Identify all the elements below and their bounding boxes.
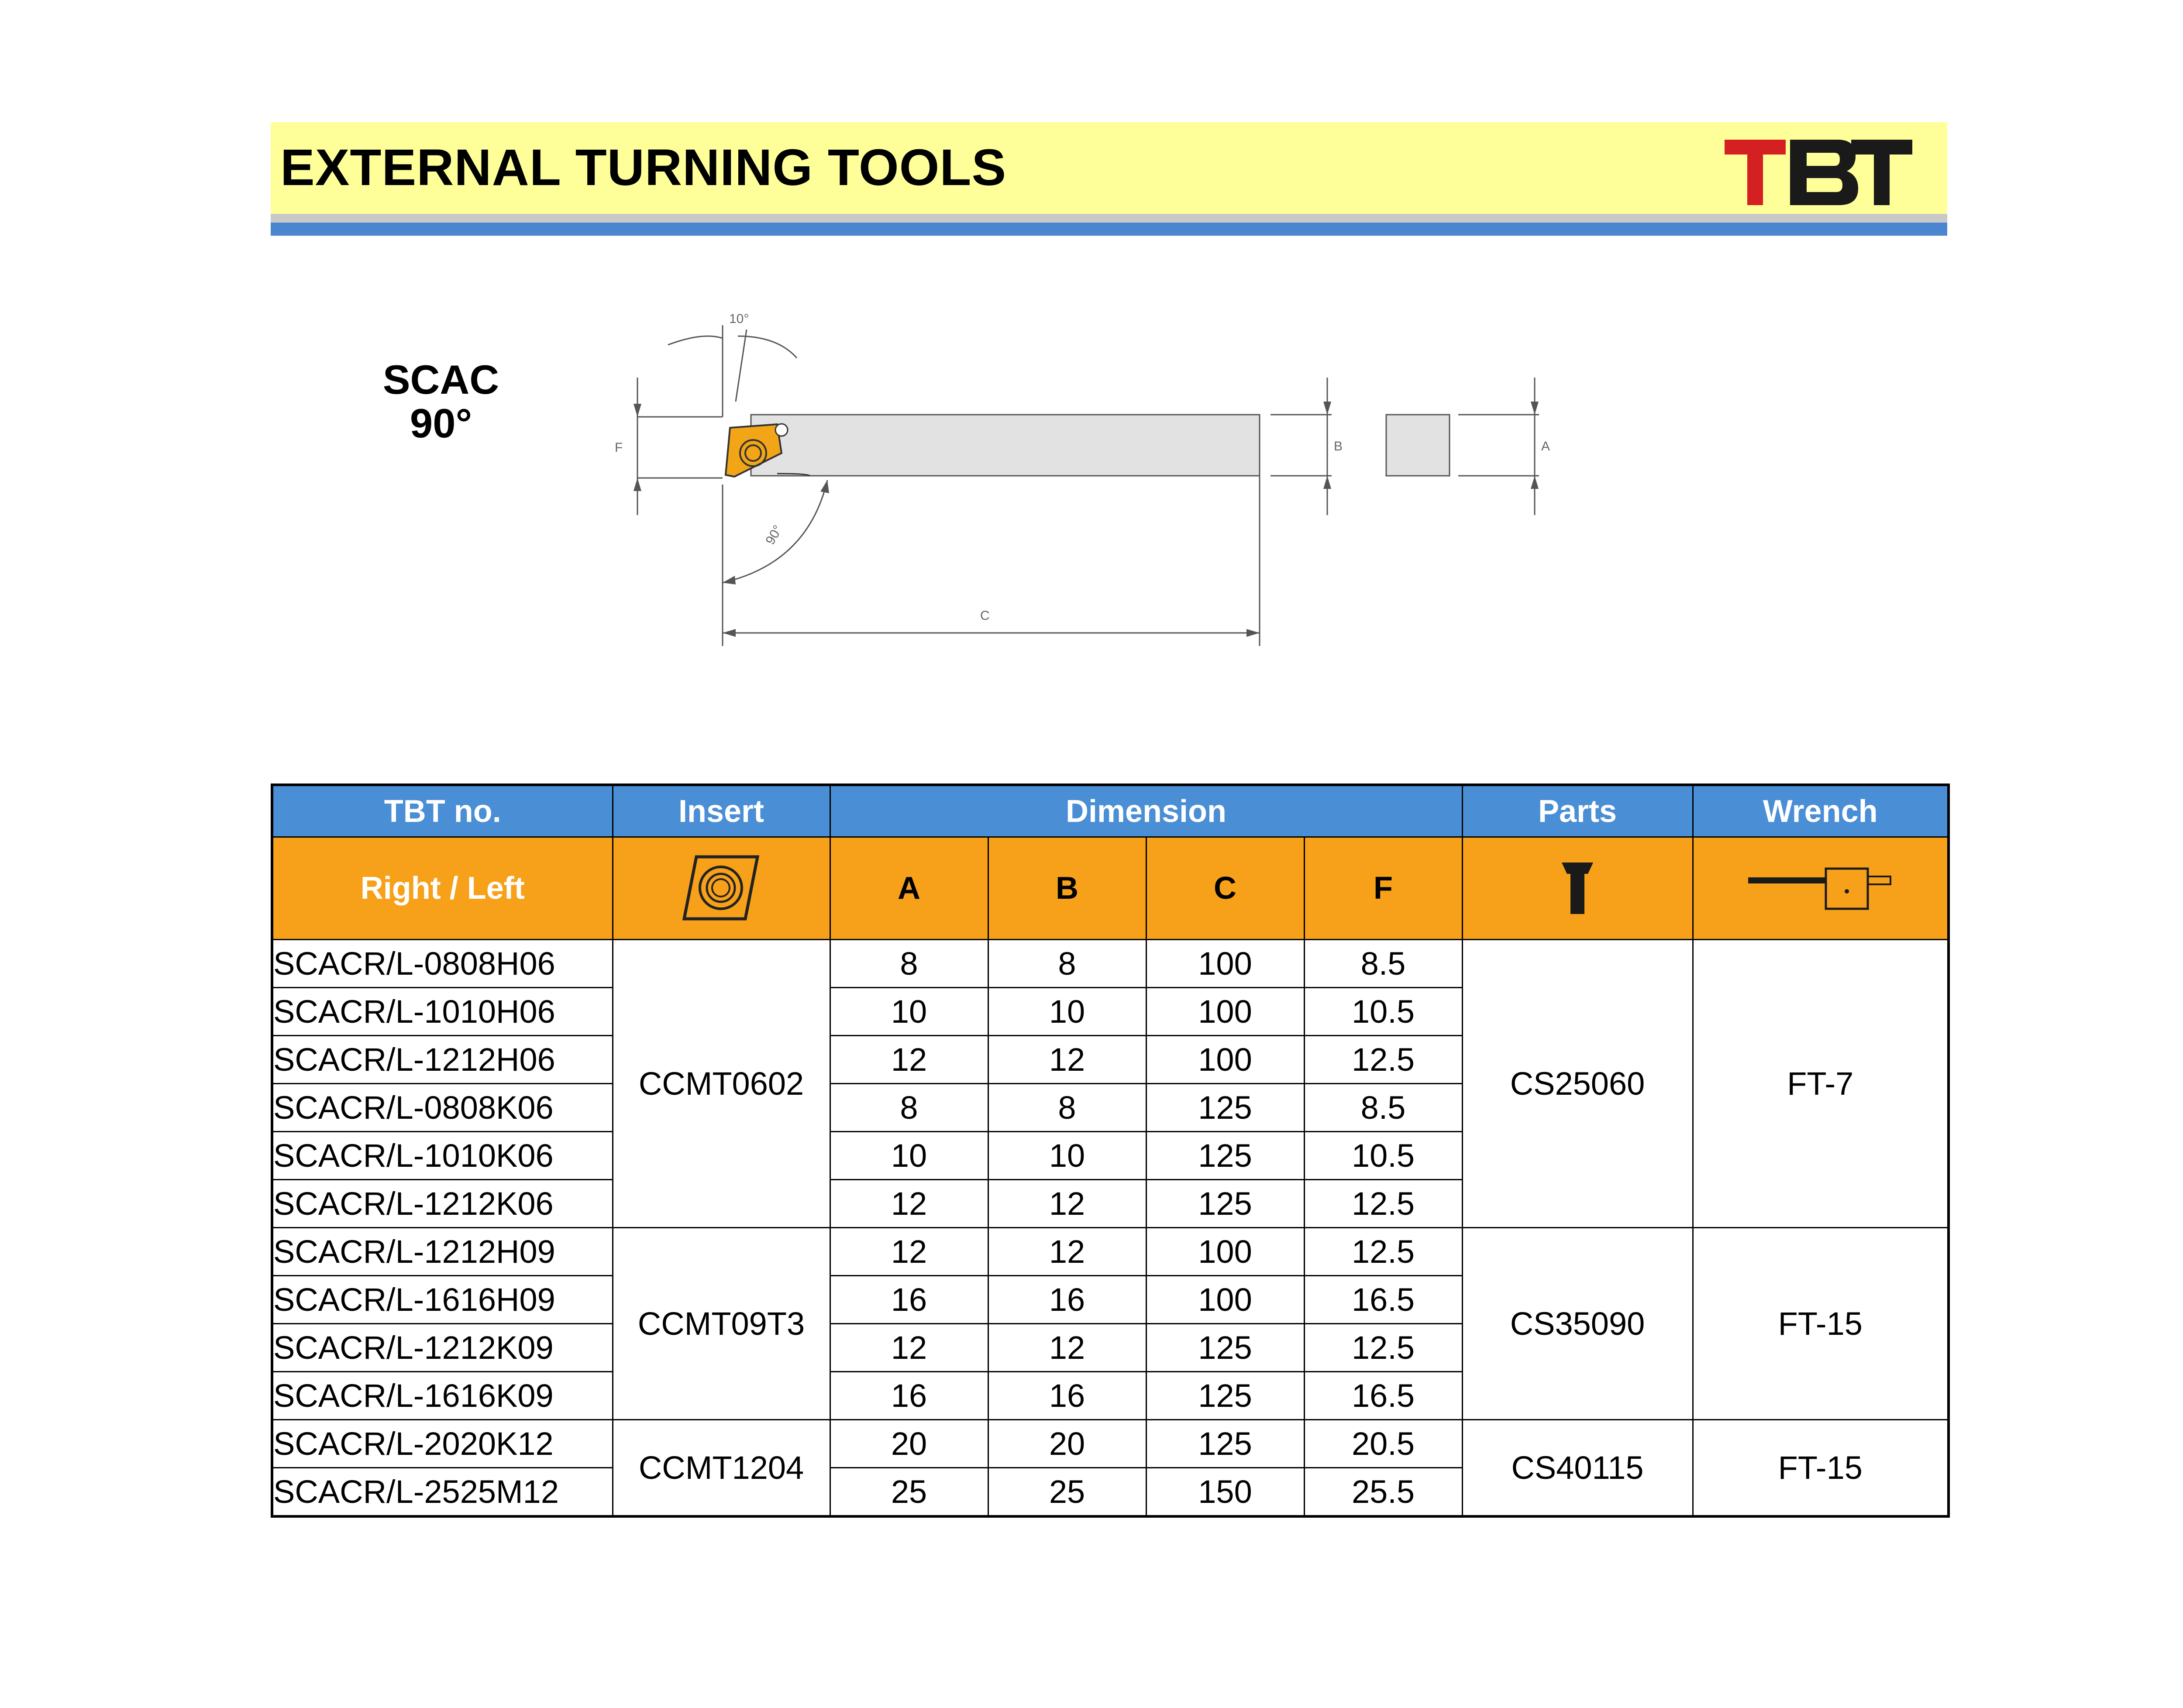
header-stripe-blue	[271, 223, 1947, 236]
cell-parts: CS25060	[1462, 940, 1693, 1228]
header-band	[271, 122, 1947, 214]
cell-a: 10	[830, 1132, 988, 1180]
cell-tbt-no: SCACR/L-1212K06	[272, 1180, 613, 1228]
cell-tbt-no: SCACR/L-1616K09	[272, 1372, 613, 1420]
table-row	[272, 940, 1949, 988]
cell-tbt-no: SCACR/L-1212K09	[272, 1324, 613, 1372]
cell-f: 10.5	[1304, 988, 1462, 1036]
cell-c: 125	[1146, 1324, 1304, 1372]
cell-a: 12	[830, 1036, 988, 1084]
logo-letter-t-dark	[1851, 140, 1912, 205]
cell-c: 100	[1146, 1228, 1304, 1276]
logo-letter-b	[1790, 140, 1858, 205]
cell-c: 150	[1146, 1468, 1304, 1517]
cell-c: 100	[1146, 1036, 1304, 1084]
label-f: F	[615, 440, 623, 455]
col-f: F	[1304, 837, 1462, 940]
label-top-angle: 10°	[729, 312, 749, 326]
cell-b: 10	[988, 1132, 1146, 1180]
insert-icon	[680, 853, 763, 923]
cell-f: 25.5	[1304, 1468, 1462, 1517]
cell-f: 8.5	[1304, 940, 1462, 988]
wrench-icon	[1748, 864, 1892, 912]
tool-drawing	[603, 301, 1607, 663]
cell-wrench: FT-7	[1693, 940, 1949, 1228]
cell-wrench: FT-15	[1693, 1228, 1949, 1420]
cell-b: 12	[988, 1324, 1146, 1372]
label-b: B	[1334, 439, 1343, 454]
cell-b: 20	[988, 1420, 1146, 1468]
cell-a: 12	[830, 1324, 988, 1372]
cell-b: 16	[988, 1276, 1146, 1324]
col-dimension: Dimension	[830, 785, 1462, 837]
cell-f: 8.5	[1304, 1084, 1462, 1132]
cell-a: 25	[830, 1468, 988, 1517]
cell-b: 16	[988, 1372, 1146, 1420]
tool-body	[751, 415, 1260, 476]
col-a: A	[830, 837, 988, 940]
col-tbt-no: TBT no.	[272, 785, 613, 837]
cell-tbt-no: SCACR/L-2020K12	[272, 1420, 613, 1468]
col-c: C	[1146, 837, 1304, 940]
header-stripe-grey	[271, 214, 1947, 223]
parts-header-cell	[1462, 837, 1693, 940]
cell-f: 16.5	[1304, 1276, 1462, 1324]
cell-c: 125	[1146, 1084, 1304, 1132]
cell-tbt-no: SCACR/L-2525M12	[272, 1468, 613, 1517]
cell-tbt-no: SCACR/L-1212H06	[272, 1036, 613, 1084]
page-title: EXTERNAL TURNING TOOLS	[280, 139, 1007, 196]
col-right-left: Right / Left	[272, 837, 613, 940]
cell-a: 12	[830, 1228, 988, 1276]
cell-b: 25	[988, 1468, 1146, 1517]
cell-c: 125	[1146, 1132, 1304, 1180]
cell-tbt-no: SCACR/L-1010K06	[272, 1132, 613, 1180]
cell-wrench: FT-15	[1693, 1420, 1949, 1517]
cell-c: 125	[1146, 1180, 1304, 1228]
cell-c: 125	[1146, 1372, 1304, 1420]
cell-b: 12	[988, 1036, 1146, 1084]
col-b: B	[988, 837, 1146, 940]
screw-icon	[1560, 860, 1595, 917]
label-a: A	[1541, 439, 1550, 454]
cell-f: 10.5	[1304, 1132, 1462, 1180]
cell-f: 12.5	[1304, 1180, 1462, 1228]
cell-tbt-no: SCACR/L-1212H09	[272, 1228, 613, 1276]
col-insert: Insert	[613, 785, 830, 837]
cell-a: 16	[830, 1372, 988, 1420]
spec-table	[271, 784, 1950, 1518]
model-label	[341, 358, 541, 445]
table-row	[272, 1228, 1949, 1276]
cell-a: 20	[830, 1420, 988, 1468]
cell-a: 12	[830, 1180, 988, 1228]
cell-b: 8	[988, 940, 1146, 988]
cell-c: 100	[1146, 1276, 1304, 1324]
cell-insert: CCMT0602	[613, 940, 830, 1228]
cell-f: 16.5	[1304, 1372, 1462, 1420]
cell-c: 100	[1146, 940, 1304, 988]
col-parts: Parts	[1462, 785, 1693, 837]
table-row	[272, 1420, 1949, 1468]
cell-b: 12	[988, 1180, 1146, 1228]
cell-tbt-no: SCACR/L-1616H09	[272, 1276, 613, 1324]
cell-tbt-no: SCACR/L-0808K06	[272, 1084, 613, 1132]
end-view	[1386, 415, 1450, 476]
cell-f: 12.5	[1304, 1228, 1462, 1276]
cell-tbt-no: SCACR/L-0808H06	[272, 940, 613, 988]
model-angle: 90°	[410, 400, 472, 446]
wrench-header-cell	[1693, 837, 1949, 940]
cell-insert: CCMT09T3	[613, 1228, 830, 1420]
logo-letter-t-red	[1725, 140, 1786, 205]
cell-a: 8	[830, 940, 988, 988]
cell-a: 10	[830, 988, 988, 1036]
cell-c: 100	[1146, 988, 1304, 1036]
cell-f: 12.5	[1304, 1036, 1462, 1084]
cell-f: 20.5	[1304, 1420, 1462, 1468]
cell-insert: CCMT1204	[613, 1420, 830, 1517]
cell-a: 8	[830, 1084, 988, 1132]
cell-parts: CS35090	[1462, 1228, 1693, 1420]
cell-tbt-no: SCACR/L-1010H06	[272, 988, 613, 1036]
label-corner-angle: 90°	[763, 522, 785, 547]
cell-f: 12.5	[1304, 1324, 1462, 1372]
insert-header-cell	[613, 837, 830, 940]
tbt-logo	[1725, 140, 1912, 205]
cell-b: 8	[988, 1084, 1146, 1132]
label-c: C	[980, 608, 990, 623]
model-name: SCAC	[382, 357, 499, 402]
col-wrench: Wrench	[1693, 785, 1949, 837]
cell-b: 10	[988, 988, 1146, 1036]
cell-b: 12	[988, 1228, 1146, 1276]
cell-c: 125	[1146, 1420, 1304, 1468]
cell-a: 16	[830, 1276, 988, 1324]
cell-parts: CS40115	[1462, 1420, 1693, 1517]
